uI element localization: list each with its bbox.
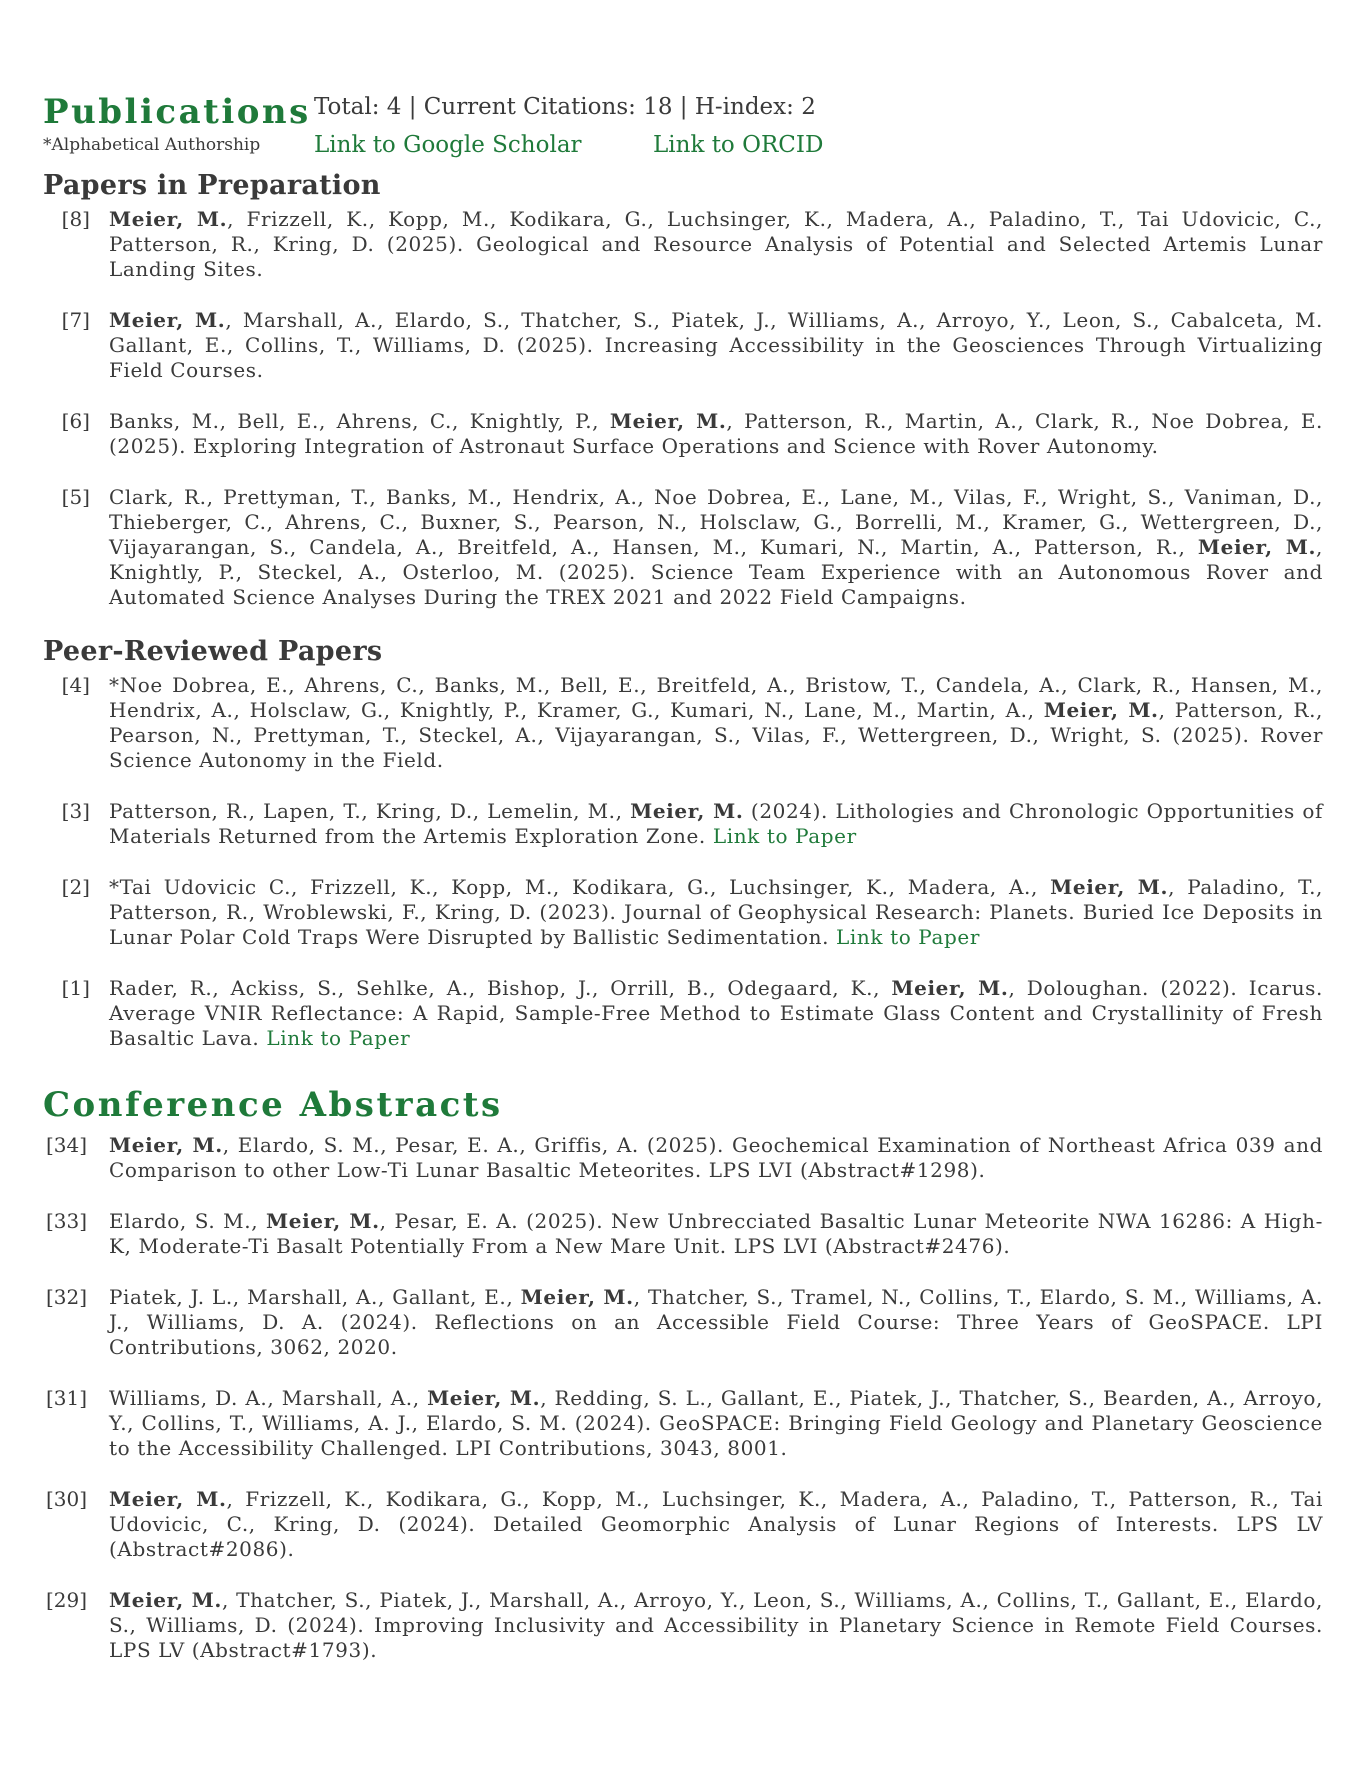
entry-citation	[109, 1487, 1323, 1562]
entry-number: [33]	[45, 1209, 87, 1233]
section-title-conference-abstracts: Conference Abstracts	[43, 1085, 503, 1125]
paper-link[interactable]: Link to Paper	[266, 1026, 411, 1050]
citation-rest: , Redding, S. L., Gallant, E., Piatek, J., Thatcher, S., Bearden, A., Arroyo, Y., Collins, T., Williams, A. J., Elardo, S. M. (2024). GeoSPACE: Bringing Field Geology and Planetary Geoscience to the Accessibility Challenged. LPI Contributions, 3043, 8001.	[109, 1386, 1323, 1460]
citation-highlight-author: Meier, M.	[427, 1386, 541, 1410]
entry-number: [7]	[61, 308, 90, 332]
citation-highlight-author: Meier, M.	[1050, 875, 1169, 899]
citation-rest: , Patterson, R., Martin, A., Clark, R., Noe Dobrea, E. (2025). Exploring Integration of Astronaut Surface Operations and Science with Rover Autonomy.	[109, 409, 1323, 458]
citation-authors-pre: Williams, D. A., Marshall, A.,	[109, 1386, 428, 1410]
publication-entry	[43, 207, 1323, 282]
entry-citation	[109, 1285, 1323, 1360]
citation-rest: , Paladino, T., Patterson, R., Wroblewski, F., Kring, D. (2023). Journal of Geophysical Research: Planets. Buried Ice Deposits in Lunar Polar Cold Traps Were Disrupted by Ballistic Sedimentation.	[109, 875, 1324, 949]
abstract-entry	[43, 1133, 1323, 1183]
entry-citation	[109, 1209, 1323, 1259]
publication-entry	[43, 875, 1323, 950]
citation-authors-pre: Rader, R., Ackiss, S., Sehlke, A., Bishop, J., Orrill, B., Odegaard, K.,	[109, 976, 892, 1000]
publication-entry	[43, 799, 1323, 849]
page-title: Publications	[43, 92, 311, 132]
citation-rest: , Thatcher, S., Tramel, N., Collins, T., Elardo, S. M., Williams, A. J., Williams, D. A. (2024). Reflections on an Accessible Field Course: Three Years of GeoSPACE. LPI Contributions, 3062, 2020.	[109, 1285, 1323, 1359]
citation-highlight-author: Meier, M.	[109, 1487, 227, 1511]
citation-authors-pre: *Tai Udovicic C., Frizzell, K., Kopp, M., Kodikara, G., Luchsinger, K., Madera, A.,	[109, 875, 1051, 899]
citation-highlight-author: Meier, M.	[609, 409, 727, 433]
abstract-entry	[43, 1386, 1323, 1461]
orcid-link[interactable]: Link to ORCID	[653, 132, 824, 158]
peer-reviewed-list	[43, 673, 1323, 1051]
section-title-peer-reviewed: Peer-Reviewed Papers	[43, 636, 383, 667]
publication-entry	[43, 673, 1323, 773]
entry-number: [4]	[61, 673, 90, 697]
citation-rest: , Elardo, S. M., Pesar, E. A., Griffis, A. (2025). Geochemical Examination of Northeast Africa 039 and Comparison to other Low-Ti Lunar Basaltic Meteorites. LPS LVI (Abstract#1298).	[109, 1133, 1323, 1182]
publications-header	[43, 86, 1323, 166]
citation-rest: , Marshall, A., Elardo, S., Thatcher, S., Piatek, J., Williams, A., Arroyo, Y., Leon, S., Cabalceta, M. Gallant, E., Collins, T., Williams, D. (2025). Increasing Accessibility in the Geosciences Through Virtualizing Field Courses.	[109, 308, 1323, 382]
entry-number: [30]	[45, 1487, 87, 1511]
entry-number: [6]	[61, 409, 90, 433]
citation-highlight-author: Meier, M.	[109, 207, 228, 231]
citation-highlight-author: Meier, M.	[109, 1588, 222, 1612]
abstract-entry	[43, 1285, 1323, 1360]
entry-number: [1]	[61, 976, 90, 1000]
publication-entry	[43, 409, 1323, 459]
papers-in-preparation-list	[43, 207, 1323, 610]
entry-citation	[109, 485, 1323, 610]
citation-authors-pre: Clark, R., Prettyman, T., Banks, M., Hendrix, A., Noe Dobrea, E., Lane, M., Vilas, F., Wright, S., Vaniman, D., Thieberger, C., Ahrens, C., Buxner, S., Pearson, N., Holsclaw, G., Borrelli, M., Kramer, G., Wettergreen, D., Vijayarangan, S., Candela, A., Breitfeld, A., Hansen, M., Kumari, N., Martin, A., Patterson, R.,	[109, 485, 1323, 559]
entry-citation	[109, 1386, 1323, 1461]
citation-rest: (2024). Lithologies and Chronologic Opportunities of Materials Returned from the Artemis Exploration Zone.	[109, 799, 1323, 848]
citation-highlight-author: Meier, M.	[1043, 698, 1159, 722]
entry-citation	[109, 409, 1323, 459]
citation-authors-pre: Patterson, R., Lapen, T., Kring, D., Lemelin, M.,	[109, 799, 631, 823]
citation-rest: , Thatcher, S., Piatek, J., Marshall, A., Arroyo, Y., Leon, S., Williams, A., Collins, T., Gallant, E., Elardo, S., Williams, D. (2024). Improving Inclusivity and Accessibility in Planetary Science in Remote Field Courses. LPS LV (Abstract#1793).	[109, 1588, 1323, 1662]
citation-highlight-author: Meier, M.	[891, 976, 1009, 1000]
citation-highlight-author: Meier, M.	[630, 799, 744, 823]
abstract-entry	[43, 1588, 1323, 1663]
entry-citation	[109, 308, 1323, 383]
entry-number: [3]	[61, 799, 90, 823]
citation-authors-pre: *Noe Dobrea, E., Ahrens, C., Banks, M., Bell, E., Breitfeld, A., Bristow, T., Candela, A., Clark, R., Hansen, M., Hendrix, A., Holsclaw, G., Knightly, P., Kramer, G., Kumari, N., Lane, M., Martin, A.,	[109, 673, 1323, 722]
entry-citation	[109, 1588, 1323, 1663]
entry-number: [29]	[45, 1588, 87, 1612]
entry-number: [2]	[61, 875, 90, 899]
citation-rest: , Doloughan. (2022). Icarus. Average VNIR Reflectance: A Rapid, Sample-Free Method to Estimate Glass Content and Crystallinity of Fresh Basaltic Lava.	[109, 976, 1323, 1050]
citation-highlight-author: Meier, M.	[109, 308, 226, 332]
citation-highlight-author: Meier, M.	[1197, 535, 1317, 559]
citation-authors-pre: Piatek, J. L., Marshall, A., Gallant, E.,	[109, 1285, 521, 1309]
entry-number: [8]	[61, 207, 90, 231]
publication-entry	[43, 485, 1323, 610]
paper-link[interactable]: Link to Paper	[712, 824, 857, 848]
citation-highlight-author: Meier, M.	[520, 1285, 634, 1309]
entry-number: [5]	[61, 485, 90, 509]
entry-number: [31]	[45, 1386, 87, 1410]
abstract-entry	[43, 1209, 1323, 1259]
publication-entry	[43, 308, 1323, 383]
citation-authors-pre: Banks, M., Bell, E., Ahrens, C., Knightly, P.,	[109, 409, 610, 433]
entry-citation	[109, 799, 1323, 849]
citation-highlight-author: Meier, M.	[109, 1133, 223, 1157]
entry-number: [34]	[45, 1133, 87, 1157]
citation-rest: , Frizzell, K., Kopp, M., Kodikara, G., Luchsinger, K., Madera, A., Paladino, T., Tai Udovicic, C., Patterson, R., Kring, D. (2025). Geological and Resource Analysis of Potential and Selected Artemis Lunar Landing Sites.	[109, 207, 1323, 281]
abstract-entry	[43, 1487, 1323, 1562]
google-scholar-link[interactable]: Link to Google Scholar	[314, 132, 582, 158]
citation-highlight-author: Meier, M.	[266, 1209, 380, 1233]
entry-citation	[109, 976, 1323, 1051]
citation-stats: Total: 4 | Current Citations: 18 | H-index: 2	[314, 94, 816, 120]
citation-rest: , Knightly, P., Steckel, A., Osterloo, M. (2025). Science Team Experience with an Autonomous Rover and Automated Science Analyses During the TREX 2021 and 2022 Field Campaigns.	[109, 535, 1323, 609]
conference-abstracts-list	[43, 1133, 1323, 1663]
entry-citation	[109, 207, 1323, 282]
entry-citation	[109, 875, 1323, 950]
citation-rest: , Frizzell, K., Kodikara, G., Kopp, M., Luchsinger, K., Madera, A., Paladino, T., Patterson, R., Tai Udovicic, C., Kring, D. (2024). Detailed Geomorphic Analysis of Lunar Regions of Interests. LPS LV (Abstract#2086).	[109, 1487, 1323, 1561]
entry-citation	[109, 1133, 1323, 1183]
section-title-papers-in-preparation: Papers in Preparation	[43, 170, 381, 201]
citation-rest: , Patterson, R., Pearson, N., Prettyman, T., Steckel, A., Vijayarangan, S., Vilas, F., Wettergreen, D., Wright, S. (2025). Rover Science Autonomy in the Field.	[109, 698, 1323, 772]
entry-citation	[109, 673, 1323, 773]
paper-link[interactable]: Link to Paper	[836, 925, 980, 949]
entry-number: [32]	[45, 1285, 87, 1309]
cv-publications-page	[43, 86, 1323, 1689]
authorship-note: *Alphabetical Authorship	[43, 135, 261, 155]
publication-entry	[43, 976, 1323, 1051]
citation-authors-pre: Elardo, S. M.,	[109, 1209, 267, 1233]
citation-rest: , Pesar, E. A. (2025). New Unbrecciated Basaltic Lunar Meteorite NWA 16286: A High-K, Moderate-Ti Basalt Potentially From a New Mare Unit. LPS LVI (Abstract#2476).	[109, 1209, 1323, 1258]
